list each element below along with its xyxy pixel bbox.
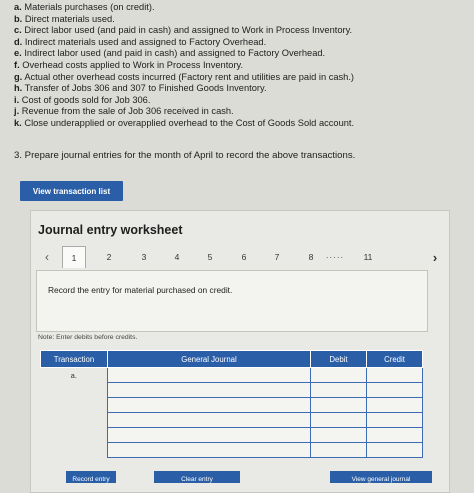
- transaction-item: [14, 95, 354, 107]
- tab-3[interactable]: 3: [141, 252, 147, 262]
- tab-2[interactable]: 2: [106, 252, 112, 262]
- transaction-item: [14, 25, 354, 37]
- tab-11[interactable]: 11: [363, 252, 373, 262]
- transaction-text: Overhead costs applied to Work in Process Inventory.: [19, 59, 244, 70]
- credit-input[interactable]: [367, 398, 423, 413]
- transaction-item: [14, 37, 354, 49]
- transaction-letter: c.: [14, 25, 22, 36]
- transaction-item: [14, 60, 354, 72]
- question-text: 3. Prepare journal entries for the month of April to record the above transactions.: [14, 150, 356, 161]
- transaction-item: [14, 118, 354, 130]
- worksheet-tabs: [34, 246, 444, 268]
- debits-note: Note: Enter debits before credits.: [38, 334, 138, 341]
- table-row: [41, 413, 423, 428]
- transaction-cell: a.: [70, 370, 77, 380]
- transaction-text: Revenue from the sale of Job 306 received in cash.: [19, 106, 234, 117]
- col-transaction: Transaction: [41, 351, 108, 368]
- table-row: [41, 368, 423, 383]
- instruction-text: Record the entry for material purchased on credit.: [48, 285, 233, 295]
- col-credit: Credit: [367, 351, 423, 368]
- view-transaction-list-button[interactable]: View transaction list: [20, 181, 123, 201]
- transaction-letter: g.: [14, 71, 23, 82]
- credit-input[interactable]: [367, 368, 423, 383]
- account-input[interactable]: [108, 368, 311, 383]
- transaction-text: Close underapplied or overapplied overhead to the Cost of Goods Sold account.: [21, 117, 355, 128]
- credit-input[interactable]: [367, 413, 423, 428]
- col-debit: Debit: [311, 351, 367, 368]
- debit-input[interactable]: [311, 443, 367, 458]
- transaction-text: Indirect materials used and assigned to Factory Overhead.: [22, 36, 267, 47]
- clear-entry-button[interactable]: Clear entry: [154, 471, 240, 483]
- account-input[interactable]: [108, 443, 311, 458]
- tab-4[interactable]: 4: [174, 252, 180, 262]
- transaction-text: Cost of goods sold for Job 306.: [19, 94, 151, 105]
- transaction-text: Actual other overhead costs incurred (Factory rent and utilities are paid in cash.): [22, 71, 355, 82]
- transaction-cell: [41, 413, 108, 428]
- transaction-item: [14, 2, 354, 14]
- transaction-text: Direct labor used (and paid in cash) and assigned to Work in Process Inventory.: [21, 25, 353, 36]
- record-entry-button[interactable]: Record entry: [66, 471, 116, 483]
- view-general-journal-button[interactable]: View general journal: [330, 471, 432, 483]
- table-row: [41, 428, 423, 443]
- transaction-letter: k.: [14, 117, 22, 128]
- transaction-text: Direct materials used.: [22, 13, 115, 24]
- credit-input[interactable]: [367, 383, 423, 398]
- account-input[interactable]: [108, 398, 311, 413]
- next-arrow-icon[interactable]: ›: [432, 249, 438, 265]
- debit-input[interactable]: [311, 413, 367, 428]
- table-row: [41, 398, 423, 413]
- transaction-text: Indirect labor used (and paid in cash) and assigned to Factory Overhead.: [21, 48, 326, 59]
- transaction-letter: b.: [14, 13, 23, 24]
- debit-input[interactable]: [311, 368, 367, 383]
- tab-1[interactable]: 1: [62, 246, 86, 268]
- instruction-box: [36, 270, 428, 332]
- transaction-cell: [41, 398, 108, 413]
- debit-input[interactable]: [311, 383, 367, 398]
- transaction-cell: [41, 428, 108, 443]
- transaction-letter: h.: [14, 83, 23, 94]
- transaction-cell: [41, 443, 108, 458]
- col-general-journal: General Journal: [108, 351, 311, 368]
- tab-7[interactable]: 7: [274, 252, 280, 262]
- account-input[interactable]: [108, 383, 311, 398]
- account-input[interactable]: [108, 428, 311, 443]
- debit-input[interactable]: [311, 398, 367, 413]
- tab-8[interactable]: 8: [308, 252, 314, 262]
- transaction-letter: i.: [14, 94, 20, 105]
- transaction-item: [14, 72, 354, 84]
- prev-arrow-icon[interactable]: ‹: [45, 250, 49, 264]
- tab-ellipsis: ·····: [325, 252, 345, 262]
- credit-input[interactable]: [367, 443, 423, 458]
- transaction-letter: j.: [14, 106, 20, 117]
- transaction-item: [14, 48, 354, 60]
- account-input[interactable]: [108, 413, 311, 428]
- transaction-letter: e.: [14, 48, 22, 59]
- transaction-item: [14, 106, 354, 118]
- transaction-text: Transfer of Jobs 306 and 307 to Finished Goods Inventory.: [22, 83, 267, 94]
- transaction-letter: a.: [14, 2, 22, 12]
- credit-input[interactable]: [367, 428, 423, 443]
- transaction-item: [14, 14, 354, 26]
- transaction-letter: f.: [14, 59, 20, 70]
- journal-table-wrap: [40, 350, 423, 458]
- tab-6[interactable]: 6: [241, 252, 247, 262]
- transaction-letter: d.: [14, 36, 23, 47]
- worksheet-title: Journal entry worksheet: [38, 223, 183, 237]
- transaction-item: [14, 83, 354, 95]
- table-row: [41, 383, 423, 398]
- debit-input[interactable]: [311, 428, 367, 443]
- transaction-descriptions: [14, 2, 354, 130]
- transaction-text: Materials purchases (on credit).: [21, 2, 155, 12]
- journal-table: [40, 350, 423, 458]
- table-row: [41, 443, 423, 458]
- tab-5[interactable]: 5: [207, 252, 213, 262]
- transaction-cell: [41, 383, 108, 398]
